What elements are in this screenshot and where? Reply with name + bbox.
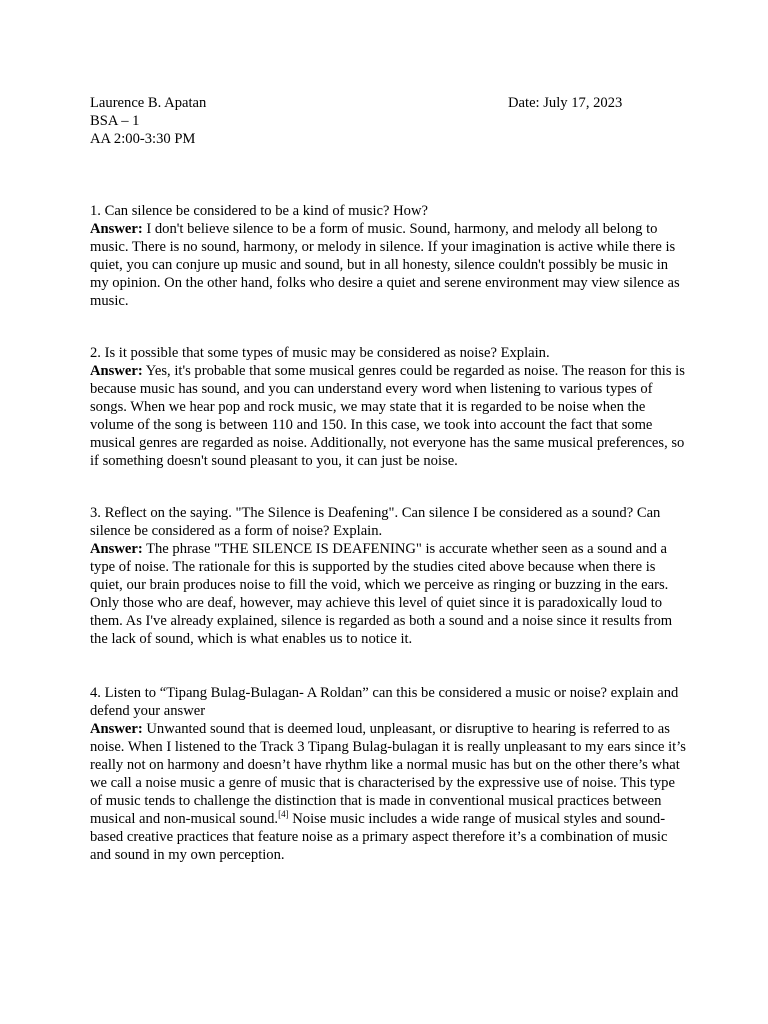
- submission-date: Date: July 17, 2023: [508, 95, 623, 111]
- answer-1-text: I don't believe silence to be a form of music. Sound, harmony, and melody all belong to music. There is no sound, harmony, or melody in silence. If your imagination is active while there is quiet, you can conjure up music and sound, but in all honesty, silence couldn't possibly be music in my opinion. On the other hand, folks who desire a quiet and serene environment may view silence as music.: [90, 221, 680, 309]
- answer-2: [90, 362, 690, 470]
- answer-4-text-part1: Unwanted sound that is deemed loud, unpleasant, or disruptive to hearing is referred to as noise. When I listened to the Track 3 Tipang Bulag-bulagan it is really unpleasant to my ears since it’s really not on harmony and doesn’t have rhythm like a normal music has but on the other there’s what we call a noise music a genre of music that is characterised by the expressive use of noise. This type of music tends to challenge the distinction that is made in conventional musical practices between musical and non-musical sound.: [90, 721, 686, 827]
- answer-label: Answer:: [90, 221, 143, 237]
- answer-3: [90, 540, 690, 648]
- question-2: 2. Is it possible that some types of music may be considered as noise? Explain.: [90, 345, 550, 361]
- answer-4-text-part2: Noise music includes a wide range of musical styles and sound-based creative practices that feature noise as a primary aspect therefore it’s a combination of music and sound in my own perception.: [90, 811, 668, 863]
- document-header: [90, 94, 690, 148]
- qa-item-3: [90, 504, 690, 648]
- class-schedule: AA 2:00-3:30 PM: [90, 131, 196, 147]
- answer-1: [90, 220, 690, 310]
- answer-label: Answer:: [90, 363, 143, 379]
- question-1: 1. Can silence be considered to be a kind of music? How?: [90, 203, 428, 219]
- question-4: 4. Listen to “Tipang Bulag-Bulagan- A Roldan” can this be considered a music or noise? explain and defend your answer: [90, 685, 679, 719]
- answer-2-text: Yes, it's probable that some musical genres could be regarded as noise. The reason for this is because music has sound, and you can understand every word when listening to various types of songs. When we hear pop and rock music, we may state that it is regarded to be noise when the volume of the song is between 110 and 150. In this case, we took into account the fact that some musical genres are regarded as noise. Additionally, not everyone has the same musical preferences, so if something doesn't sound pleasant to you, it can just be noise.: [90, 363, 685, 469]
- question-3: 3. Reflect on the saying. "The Silence is Deafening". Can silence I be considered as a sound? Can silence be considered as a form of noise? Explain.: [90, 505, 661, 539]
- qa-item-2: [90, 344, 690, 470]
- qa-item-4: [90, 684, 690, 864]
- answer-4: [90, 720, 690, 864]
- course-section: BSA – 1: [90, 113, 140, 129]
- answer-label: Answer:: [90, 541, 143, 557]
- qa-item-1: [90, 202, 690, 310]
- footnote-reference[interactable]: [4]: [278, 809, 289, 820]
- answer-3-text: The phrase "THE SILENCE IS DEAFENING" is accurate whether seen as a sound and a type of noise. The rationale for this is supported by the studies cited above because when there is quiet, our brain produces noise to fill the void, which we perceive as ringing or buzzing in the ears. Only those who are deaf, however, may achieve this level of quiet since it is paradoxically loud to them. As I've already explained, silence is regarded as both a sound and a noise since it results from the lack of sound, which is what enables us to notice it.: [90, 541, 673, 647]
- student-name: Laurence B. Apatan: [90, 95, 207, 111]
- answer-label: Answer:: [90, 721, 143, 737]
